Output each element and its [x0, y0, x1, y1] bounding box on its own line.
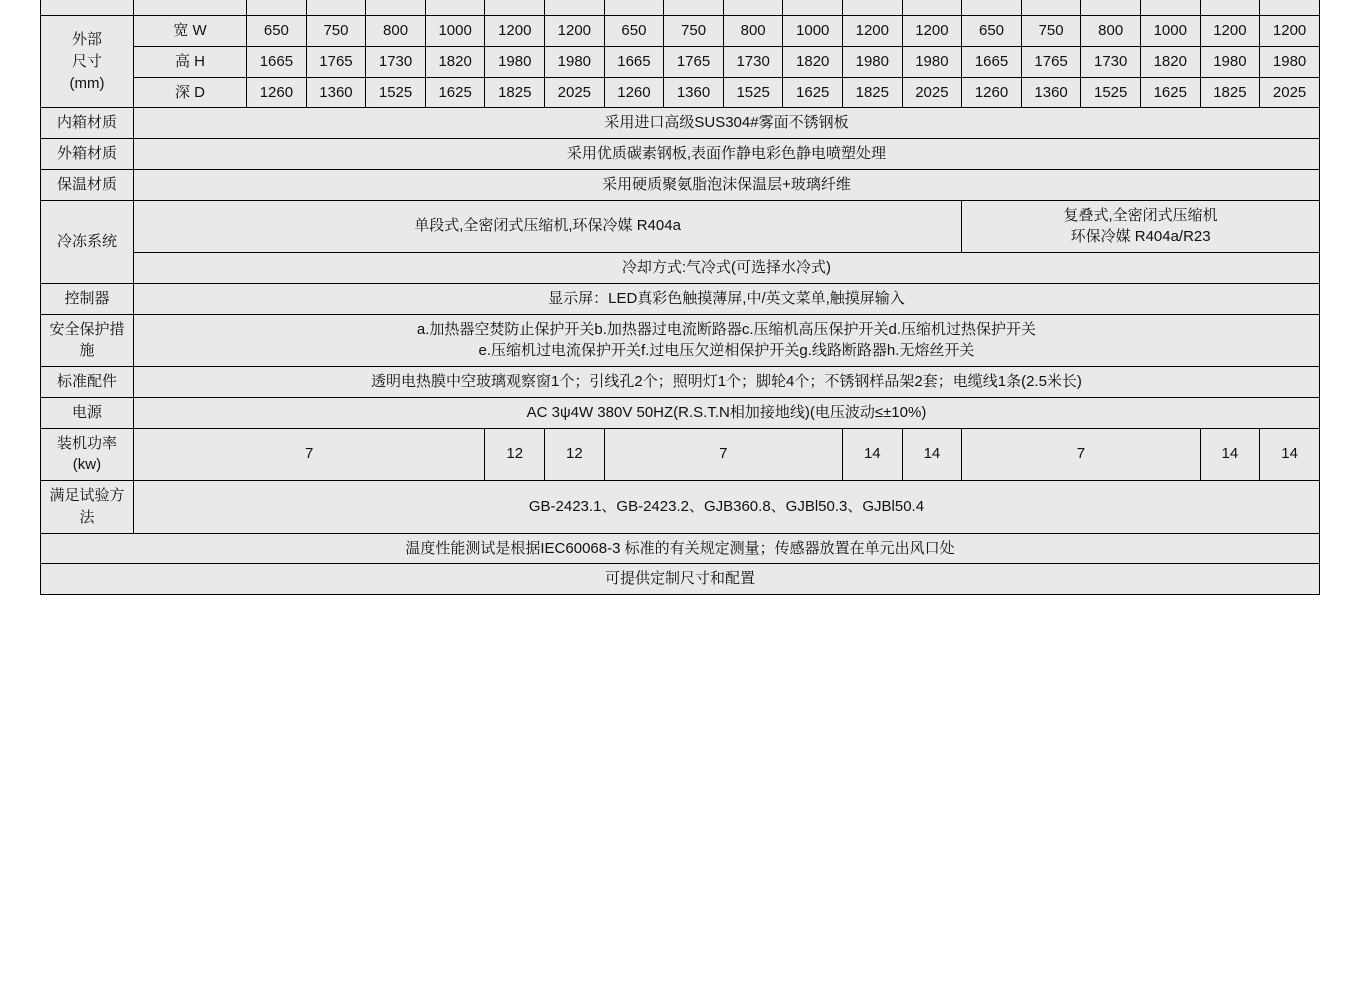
accessories-label: 标准配件 [41, 367, 134, 398]
height-value: 1730 [366, 46, 426, 77]
depth-value: 1525 [723, 77, 783, 108]
stub-cell [783, 0, 843, 16]
safety-value [133, 314, 1319, 367]
stub-cell [1260, 0, 1320, 16]
installed-power-value: 7 [962, 428, 1200, 481]
depth-value: 1825 [843, 77, 903, 108]
stub-cell [723, 0, 783, 16]
table-row-insulation [41, 169, 1320, 200]
installed-power-label: 装机功率(kw) [41, 428, 134, 481]
stub-cell [604, 0, 664, 16]
test-method-label: 满足试验方法 [41, 481, 134, 534]
width-value: 650 [962, 16, 1022, 47]
depth-value: 1625 [1140, 77, 1200, 108]
outer-material-label: 外箱材质 [41, 139, 134, 170]
stub-cell [485, 0, 545, 16]
width-label: 宽 W [133, 16, 246, 47]
width-value: 1200 [843, 16, 903, 47]
stub-cell [1140, 0, 1200, 16]
width-value: 1200 [902, 16, 962, 47]
refrigeration-cascade-line-2: 环保冷媒 R404a/R23 [1070, 228, 1211, 246]
table-row-safety [41, 314, 1320, 367]
width-value: 1200 [1260, 16, 1320, 47]
outer-material-value: 采用优质碳素钢板,表面作静电彩色静电喷塑处理 [133, 139, 1319, 170]
width-value: 800 [366, 16, 426, 47]
controller-value: 显示屏：LED真彩色触摸薄屏,中/英文菜单,触摸屏输入 [133, 283, 1319, 314]
table-row-note-1 [41, 533, 1320, 564]
stub-cell [247, 0, 307, 16]
depth-value: 1525 [366, 77, 426, 108]
table-row-height [41, 46, 1320, 77]
outer-dimension-label [41, 16, 134, 108]
installed-power-value: 7 [604, 428, 842, 481]
table-row-depth [41, 77, 1320, 108]
width-value: 1000 [425, 16, 485, 47]
safety-label: 安全保护措施 [41, 314, 134, 367]
height-value: 1765 [1021, 46, 1081, 77]
stub-cell [366, 0, 426, 16]
depth-label: 深 D [133, 77, 246, 108]
stub-cell [425, 0, 485, 16]
outer-dimension-line-2: 尺寸 [71, 52, 102, 70]
height-value: 1665 [247, 46, 307, 77]
depth-value: 1360 [306, 77, 366, 108]
width-value: 1200 [485, 16, 545, 47]
height-value: 1820 [1140, 46, 1200, 77]
table-row-installed-power [41, 428, 1320, 481]
stub-cell [306, 0, 366, 16]
table-row-note-2 [41, 564, 1320, 595]
inner-material-label: 内箱材质 [41, 108, 134, 139]
installed-power-value: 14 [1260, 428, 1320, 481]
width-value: 650 [604, 16, 664, 47]
height-value: 1980 [902, 46, 962, 77]
height-value: 1820 [425, 46, 485, 77]
outer-dimension-line-3: (mm) [69, 74, 105, 92]
height-label: 高 H [133, 46, 246, 77]
installed-power-value: 14 [902, 428, 962, 481]
insulation-label: 保温材质 [41, 169, 134, 200]
stub-cell [1200, 0, 1260, 16]
outer-dimension-line-1: 外部 [71, 31, 102, 48]
refrigeration-cascade-line-1: 复叠式,全密闭式压缩机 [1063, 206, 1218, 224]
height-value: 1730 [723, 46, 783, 77]
depth-value: 1825 [485, 77, 545, 108]
width-value: 750 [664, 16, 724, 47]
depth-value: 2025 [902, 77, 962, 108]
installed-power-value: 12 [545, 428, 605, 481]
width-value: 800 [1081, 16, 1141, 47]
height-value: 1980 [1200, 46, 1260, 77]
table-row-cooling-method [41, 253, 1320, 284]
stub-cell [664, 0, 724, 16]
table-top-stub-row [41, 0, 1320, 16]
depth-value: 2025 [1260, 77, 1320, 108]
accessories-value: 透明电热膜中空玻璃观察窗1个；引线孔2个；照明灯1个；脚轮4个；不锈钢样品架2套；电缆线1条(2.5米长) [133, 367, 1319, 398]
height-value: 1980 [485, 46, 545, 77]
test-method-value: GB-2423.1、GB-2423.2、GJB360.8、GJBl50.3、GJBl50.4 [133, 481, 1319, 534]
stub-cell [1081, 0, 1141, 16]
note-2-value: 可提供定制尺寸和配置 [41, 564, 1320, 595]
depth-value: 1525 [1081, 77, 1141, 108]
height-value: 1980 [545, 46, 605, 77]
stub-cell [1021, 0, 1081, 16]
cooling-method-value: 冷却方式:气冷式(可选择水冷式) [133, 253, 1319, 284]
installed-power-value: 7 [133, 428, 485, 481]
stub-cell-sublabel [133, 0, 246, 16]
depth-value: 1825 [1200, 77, 1260, 108]
refrigeration-cascade [962, 200, 1320, 253]
safety-line-1: a.加热器空焚防止保护开关b.加热器过电流断路器c.压缩机高压保护开关d.压缩机过热保护开关 [416, 320, 1037, 338]
table-row-power-supply [41, 397, 1320, 428]
width-value: 650 [247, 16, 307, 47]
stub-cell-label [41, 0, 134, 16]
table-row-test-method [41, 481, 1320, 534]
height-value: 1820 [783, 46, 843, 77]
refrigeration-label: 冷冻系统 [41, 200, 134, 283]
table-row-refrigeration-compressor [41, 200, 1320, 253]
width-value: 800 [723, 16, 783, 47]
stub-cell [962, 0, 1022, 16]
table-row-outer-material [41, 139, 1320, 170]
height-value: 1765 [306, 46, 366, 77]
insulation-value: 采用硬质聚氨脂泡沫保温层+玻璃纤维 [133, 169, 1319, 200]
width-value: 750 [306, 16, 366, 47]
table-row-width [41, 16, 1320, 47]
depth-value: 1260 [247, 77, 307, 108]
power-supply-value: AC 3ψ4W 380V 50HZ(R.S.T.N相加接地线)(电压波动≤±10%) [133, 397, 1319, 428]
depth-value: 2025 [545, 77, 605, 108]
stub-cell [545, 0, 605, 16]
safety-line-2: e.压缩机过电流保护开关f.过电压欠逆相保护开关g.线路断路器h.无熔丝开关 [478, 342, 975, 360]
width-value: 750 [1021, 16, 1081, 47]
table-row-inner-material [41, 108, 1320, 139]
height-value: 1980 [1260, 46, 1320, 77]
depth-value: 1260 [604, 77, 664, 108]
depth-value: 1625 [783, 77, 843, 108]
height-value: 1730 [1081, 46, 1141, 77]
height-value: 1665 [962, 46, 1022, 77]
power-supply-label: 电源 [41, 397, 134, 428]
depth-value: 1260 [962, 77, 1022, 108]
depth-value: 1360 [1021, 77, 1081, 108]
note-1-value: 温度性能测试是根据IEC60068-3 标准的有关规定测量；传感器放置在单元出风口处 [41, 533, 1320, 564]
installed-power-value: 14 [843, 428, 903, 481]
height-value: 1765 [664, 46, 724, 77]
inner-material-value: 采用进口高级SUS304#雾面不锈钢板 [133, 108, 1319, 139]
depth-value: 1360 [664, 77, 724, 108]
table-row-accessories [41, 367, 1320, 398]
width-value: 1200 [1200, 16, 1260, 47]
depth-value: 1625 [425, 77, 485, 108]
height-value: 1665 [604, 46, 664, 77]
specification-table [40, 0, 1320, 595]
width-value: 1200 [545, 16, 605, 47]
height-value: 1980 [843, 46, 903, 77]
refrigeration-single-stage: 单段式,全密闭式压缩机,环保冷媒 R404a [133, 200, 961, 253]
stub-cell [902, 0, 962, 16]
table-row-controller [41, 283, 1320, 314]
width-value: 1000 [1140, 16, 1200, 47]
stub-cell [843, 0, 903, 16]
controller-label: 控制器 [41, 283, 134, 314]
width-value: 1000 [783, 16, 843, 47]
installed-power-value: 14 [1200, 428, 1260, 481]
installed-power-value: 12 [485, 428, 545, 481]
